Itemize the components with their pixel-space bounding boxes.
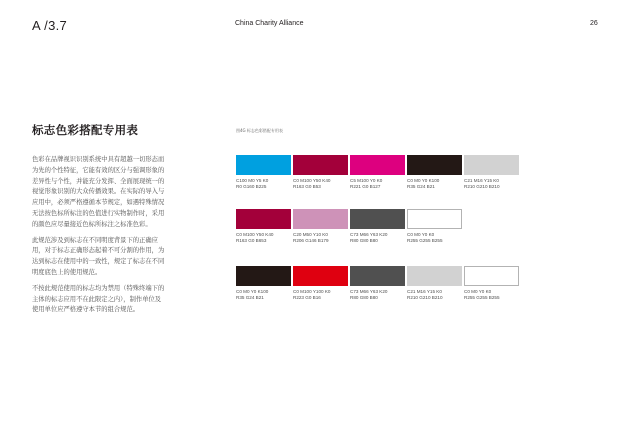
swatch-chip <box>236 209 291 229</box>
swatch-rgb: R223 G0 B16 <box>293 295 321 301</box>
swatch-cmyk: C0 M0 Y0 K100 <box>236 289 269 294</box>
color-swatch <box>350 155 405 191</box>
swatch-cmyk: C100 M0 Y5 K0 <box>236 178 269 183</box>
color-swatch <box>293 155 348 191</box>
swatch-chip <box>293 266 348 286</box>
swatch-chip <box>350 155 405 175</box>
swatch-row-3 <box>236 266 519 302</box>
swatch-label <box>350 232 405 245</box>
color-swatch <box>464 155 519 191</box>
swatch-cmyk: C73 M66 Y63 K20 <box>350 289 388 294</box>
color-swatch <box>464 266 519 302</box>
swatch-chip <box>236 155 291 175</box>
swatch-label <box>464 289 519 302</box>
swatch-cmyk: C20 M50 Y10 K0 <box>293 232 328 237</box>
swatch-cmyk: C0 M100 Y50 K40 <box>236 232 274 237</box>
section-code: A /3.7 <box>32 18 68 33</box>
swatch-cmyk: C0 M0 Y0 K100 <box>407 178 440 183</box>
swatch-label <box>407 289 462 302</box>
swatch-label <box>293 232 348 245</box>
color-swatch <box>407 266 462 302</box>
swatch-label <box>236 232 291 245</box>
swatch-label <box>293 289 348 302</box>
swatch-label <box>350 178 405 191</box>
swatch-cmyk: C5 M100 Y0 K0 <box>350 178 383 183</box>
color-swatch <box>236 266 291 302</box>
swatch-rgb: R163 G0 B53 <box>293 184 321 190</box>
swatch-cmyk: C0 M100 Y100 K0 <box>293 289 331 294</box>
swatch-label <box>236 178 291 191</box>
swatch-rgb: R206 G146 B179 <box>293 238 329 244</box>
swatch-chip <box>407 209 462 229</box>
swatch-chip <box>293 155 348 175</box>
swatch-rgb: R210 G210 B210 <box>464 184 500 190</box>
swatch-rgb: R0 G160 B225 <box>236 184 267 190</box>
color-swatch <box>407 209 462 245</box>
swatch-cmyk: C21 M16 Y15 K0 <box>407 289 442 294</box>
swatch-label <box>236 289 291 302</box>
swatch-label <box>407 178 462 191</box>
swatch-cmyk: C21 M16 Y15 K0 <box>464 178 499 183</box>
swatch-chip <box>236 266 291 286</box>
swatch-rgb: R163 G0 B653 <box>236 238 267 244</box>
swatch-cmyk: C73 M66 Y63 K20 <box>350 232 388 237</box>
swatch-rgb: R255 G255 B255 <box>464 295 500 301</box>
figure-caption: 图4G 标志色彩搭配专用表 <box>236 128 283 133</box>
swatch-rgb: R80 G80 B80 <box>350 295 378 301</box>
color-swatch <box>407 155 462 191</box>
swatch-chip <box>464 155 519 175</box>
swatch-label <box>293 178 348 191</box>
swatch-chip <box>350 266 405 286</box>
page-title: 标志色彩搭配专用表 <box>32 123 139 137</box>
organization-name: China Charity Alliance <box>235 20 304 27</box>
swatch-cmyk: C0 M0 Y0 K0 <box>407 232 435 237</box>
swatch-cmyk: C0 M100 Y50 K40 <box>293 178 331 183</box>
swatch-chip <box>350 209 405 229</box>
swatch-chip <box>407 155 462 175</box>
page-number: 26 <box>590 20 598 27</box>
body-paragraph: 色彩在品牌视识识别系统中具有超越一切形态而为先的个性特征，它能有效的区分与强调形象的差异性与个性，并能充分发挥、全面展现统一的视觉形象识别的大众传播效果。在实际的导入与应用中，必须严格遵循本节规定，如遇特殊情况无法按色标所标注的色值进行实物制作时，采用的颜色应尽量接近色标所标注之标准色彩。 <box>32 156 165 228</box>
swatch-rgb: R35 G24 B21 <box>236 295 264 301</box>
body-paragraph: 不按此规范使用的标志均为禁用（特殊终端下的主体的标志应用不在此限定之内），制作单位及使用单位应严格遵守本节的组合规范。 <box>32 284 165 314</box>
color-swatch <box>236 209 291 245</box>
swatch-chip <box>407 266 462 286</box>
swatch-label <box>407 232 462 245</box>
swatch-rgb: R221 G0 B127 <box>350 184 381 190</box>
swatch-rgb: R210 G210 B210 <box>407 295 443 301</box>
body-paragraph: 此规范涉及到标志在不同明度背景下的正确应用，对于标志正确形态起着不可分割的作用，为达到标志在使用中的一致性，规定了标志在不同明度底色上的使用规范。 <box>32 236 165 276</box>
swatch-label <box>464 178 519 191</box>
swatch-chip <box>293 209 348 229</box>
color-swatch <box>293 209 348 245</box>
swatch-cmyk: C0 M0 Y0 K0 <box>464 289 492 294</box>
swatch-row-2 <box>236 209 462 245</box>
swatch-chip <box>464 266 519 286</box>
swatch-row-1 <box>236 155 519 191</box>
color-swatch <box>236 155 291 191</box>
swatch-label <box>350 289 405 302</box>
color-swatch <box>350 209 405 245</box>
swatch-rgb: R35 G24 B21 <box>407 184 435 190</box>
color-swatch <box>293 266 348 302</box>
color-swatch <box>350 266 405 302</box>
swatch-rgb: R80 G80 B80 <box>350 238 378 244</box>
body-text <box>32 155 165 321</box>
swatch-rgb: R255 G255 B255 <box>407 238 443 244</box>
